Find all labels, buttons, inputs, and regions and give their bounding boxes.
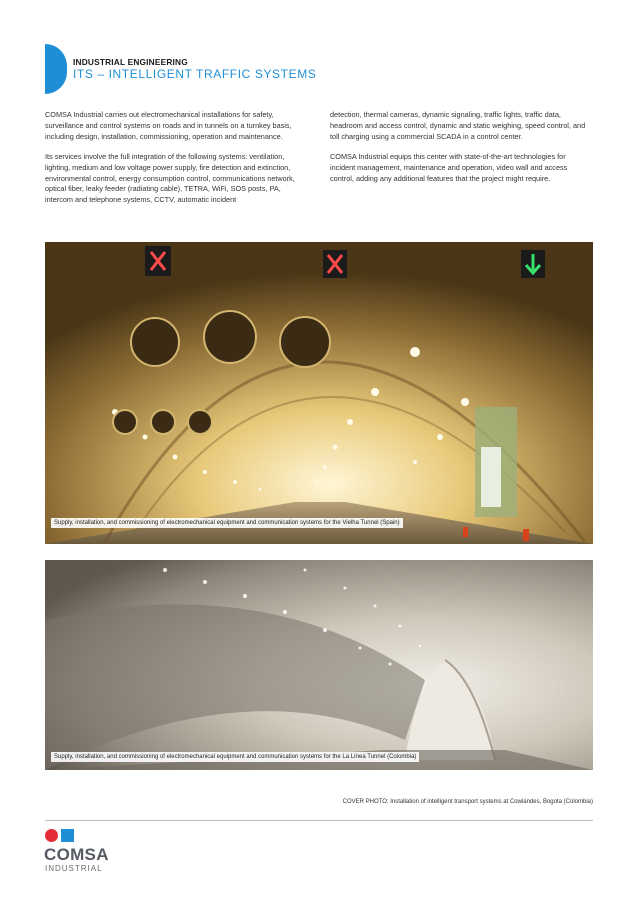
text-column-right (330, 110, 592, 193)
photo-caption: Supply, installation, and commissioning of electromechanical equipment and communication systems for the La Línea Tunnel (Colombia) (51, 752, 419, 762)
paragraph: COMSA Industrial equips this center with state-of-the-art technologies for incident management, maintenance and operation, video wall and access control, adding any additional features that the project might require. (330, 151, 568, 183)
text-column-left (45, 110, 307, 215)
logo-blue-square-icon (61, 829, 74, 842)
photo-la-linea-tunnel (45, 560, 593, 770)
section-kicker: INDUSTRIAL ENGINEERING (73, 57, 188, 67)
photo-caption: Supply, installation, and commissioning of electromechanical equipment and communication systems for the Vielha Tunnel (Spain) (51, 518, 403, 528)
logo-subtitle: INDUSTRIAL (45, 864, 103, 873)
cover-photo-credit: COVER PHOTO: Installation of intelligent transport systems at Cowlandes, Bogota (Colombia) (342, 799, 593, 805)
logo-red-dot-icon (45, 829, 58, 842)
photo-vielha-tunnel (45, 242, 593, 544)
paragraph: detection, thermal cameras, dynamic signaling, traffic lights, traffic data, headroom and access control, dynamic and static weighing, speed control, and toll charging using a commercial SCADA in a control center. (330, 110, 586, 141)
la-linea-tunnel-illustration (45, 560, 593, 770)
logo-wordmark: COMSA (44, 845, 109, 864)
footer-divider (45, 820, 593, 821)
vielha-tunnel-illustration (45, 242, 593, 544)
paragraph: COMSA Industrial carries out electromechanical installations for safety, surveillance and control systems on roads and in tunnels on a turnkey basis, including design, installation, commissioning, operation and maintenance. (45, 110, 292, 141)
paragraph: Its services involve the full integration of the following systems: ventilation, lighting, medium and low voltage power supply, fire detection and extinction, environmental control, energy consumption control, communications network, optical fiber, leaky feeder (radiating cable), TETRA, WiFi, SOS posts, PA, intercom and telephone systems, CCTV, automatic incident (45, 151, 295, 205)
header-accent-shape (45, 44, 67, 94)
page-title: ITS – INTELLIGENT TRAFFIC SYSTEMS (73, 67, 317, 81)
